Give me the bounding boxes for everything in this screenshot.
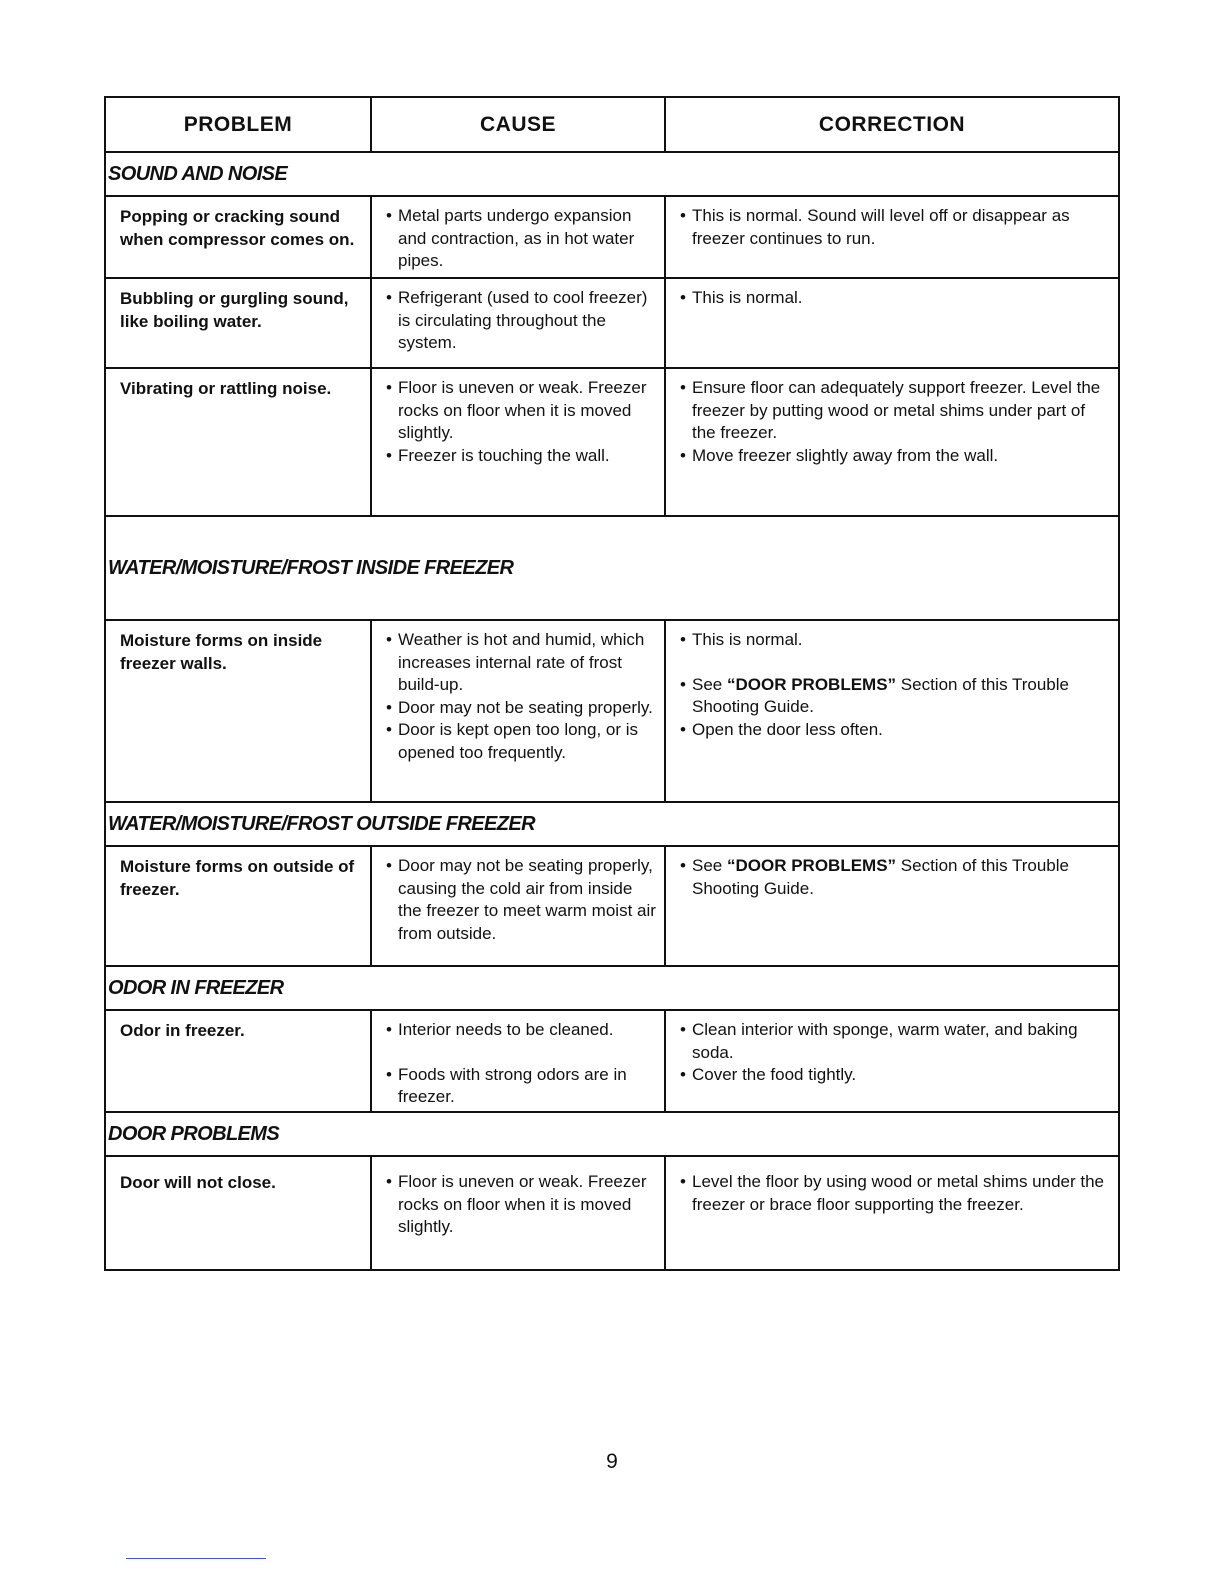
- section-reference: “DOOR PROBLEMS”: [726, 674, 897, 694]
- correction-text: Section of this Trouble Shooting Guide.: [692, 674, 1069, 716]
- section-title: SOUND AND NOISE: [108, 162, 288, 185]
- section-title: ODOR IN FREEZER: [108, 976, 284, 999]
- cause-item: • Freezer is touching the wall.: [384, 445, 656, 468]
- cause-item: • Floor is uneven or weak. Freezer rocks on floor when it is moved slightly.: [384, 377, 656, 445]
- section-title: WATER/MOISTURE/FROST INSIDE FREEZER: [108, 556, 514, 579]
- cause-cell: [372, 621, 666, 801]
- correction-prefix: See: [692, 856, 727, 875]
- correction-item: [678, 855, 1110, 900]
- table-row: [106, 279, 1118, 369]
- table-row: [106, 369, 1118, 517]
- cause-item: • Door is kept open too long, or is opened too frequently.: [384, 719, 656, 764]
- correction-item: • Open the door less often.: [678, 719, 1110, 742]
- cause-item: • Foods with strong odors are in freezer.: [384, 1064, 656, 1109]
- problem-cell: Odor in freezer.: [106, 1011, 372, 1111]
- correction-item: • This is normal. Sound will level off or disappear as freezer continues to run.: [678, 205, 1110, 250]
- cause-item: • Door may not be seating properly.: [384, 697, 656, 720]
- table-row: [106, 1011, 1118, 1113]
- section-heading-water-outside: [106, 803, 1118, 847]
- table-row: [106, 197, 1118, 279]
- cause-item: • Interior needs to be cleaned.: [384, 1019, 656, 1042]
- correction-cell: [666, 279, 1118, 367]
- correction-item: • Ensure floor can adequately support freezer. Level the freezer by putting wood or metal shims under part of the freezer.: [678, 377, 1110, 445]
- problem-cell: Moisture forms on outside of freezer.: [106, 847, 372, 965]
- problem-cell: Popping or cracking sound when compressor comes on.: [106, 197, 372, 277]
- correction-prefix: See: [692, 674, 727, 694]
- header-correction: CORRECTION: [818, 112, 966, 136]
- header-cause: CAUSE: [372, 98, 666, 151]
- correction-item: • Clean interior with sponge, warm water, and baking soda.: [678, 1019, 1110, 1064]
- correction-item: [678, 674, 1110, 719]
- section-heading-water-inside: [106, 517, 1118, 621]
- correction-cell: [666, 847, 1118, 965]
- problem-cell: Moisture forms on inside freezer walls.: [106, 621, 372, 801]
- cause-item: • Door may not be seating properly, causing the cold air from inside the freezer to meet warm moist air from outside.: [384, 855, 656, 945]
- correction-item: • This is normal.: [678, 287, 1110, 310]
- table-header-row: [106, 98, 1118, 153]
- correction-cell: [666, 621, 1118, 801]
- cause-item: • Metal parts undergo expansion and contraction, as in hot water pipes.: [384, 205, 656, 273]
- cause-cell: [372, 369, 666, 515]
- table-row: [106, 621, 1118, 803]
- cause-cell: [372, 847, 666, 965]
- correction-item: • This is normal.: [678, 629, 1110, 652]
- correction-cell: [666, 197, 1118, 277]
- correction-text: Section of this Trouble Shooting Guide.: [692, 856, 1069, 898]
- table-row: [106, 1157, 1118, 1271]
- section-heading-sound: [106, 153, 1118, 197]
- section-reference: “DOOR PROBLEMS”: [726, 856, 897, 875]
- footer-rule: [126, 1558, 266, 1559]
- section-heading-odor: [106, 967, 1118, 1011]
- cause-item: • Floor is uneven or weak. Freezer rocks on floor when it is moved slightly.: [384, 1171, 656, 1239]
- troubleshooting-table: [104, 96, 1120, 1271]
- section-title: DOOR PROBLEMS: [108, 1122, 280, 1145]
- problem-cell: Door will not close.: [106, 1157, 372, 1269]
- cause-item: • Weather is hot and humid, which increases internal rate of frost build-up.: [384, 629, 656, 697]
- cause-cell: [372, 1157, 666, 1269]
- correction-cell: [666, 369, 1118, 515]
- problem-cell: Vibrating or rattling noise.: [106, 369, 372, 515]
- cause-cell: [372, 1011, 666, 1111]
- section-heading-door: [106, 1113, 1118, 1157]
- section-title: WATER/MOISTURE/FROST OUTSIDE FREEZER: [108, 812, 535, 835]
- problem-cell: Bubbling or gurgling sound, like boiling water.: [106, 279, 372, 367]
- table-row: [106, 847, 1118, 967]
- correction-item: • Move freezer slightly away from the wall.: [678, 445, 1110, 468]
- correction-cell: [666, 1011, 1118, 1111]
- header-problem: PROBLEM: [106, 98, 372, 151]
- page-number: 9: [606, 1450, 618, 1473]
- cause-item: • Refrigerant (used to cool freezer) is circulating throughout the system.: [384, 287, 656, 355]
- correction-item: • Level the floor by using wood or metal shims under the freezer or brace floor supporting the freezer.: [678, 1171, 1110, 1216]
- correction-item: • Cover the food tightly.: [678, 1064, 1110, 1087]
- cause-cell: [372, 279, 666, 367]
- cause-cell: [372, 197, 666, 277]
- correction-cell: [666, 1157, 1118, 1269]
